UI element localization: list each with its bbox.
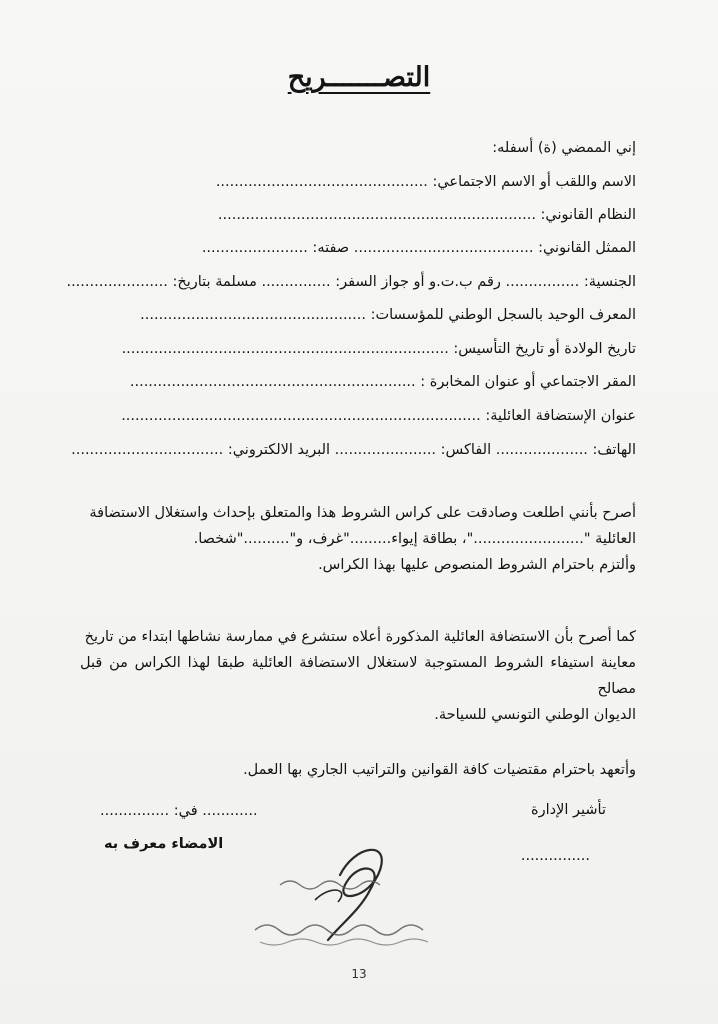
intro-line: إني الممضي (ة) أسفله: [492, 140, 636, 156]
field-head-office: المقر الاجتماعي أو عنوان المخابرة : .............................................................. [129, 374, 636, 390]
field-name: الاسم واللقب أو الاسم الاجتماعي: .............................................. [215, 174, 636, 190]
field-legal-rep: الممثل القانوني: ....................................... صفته: ....................... [201, 240, 636, 256]
admin-visa-label: تأشير الإدارة [531, 802, 606, 818]
field-unique-id: المعرف الوحيد بالسجل الوطني للمؤسسات: ................................................. [140, 307, 636, 323]
page-title: التصـــــــريح [287, 62, 431, 93]
place-date-line: ............ في: ............... [100, 803, 258, 819]
field-nationality: الجنسية: ................ رقم ب.ت.و أو جواز السفر: ............... مسلمة بتاريخ: ...................... [66, 274, 636, 290]
paragraph-line: كما أصرح بأن الاستضافة العائلية المذكورة أعلاه ستشرع في ممارسة نشاطها ابتداء من تاريخ [84, 629, 636, 645]
paragraph-line: العائلية "........................"، بطاقة إيواء........."غرف، و".........."شخصا. [193, 531, 636, 547]
paragraph-line: أصرح بأنني اطلعت وصادقت على كراس الشروط هذا والمتعلق بإحداث واستغلال الاستضافة [89, 505, 636, 521]
commitment-line: وأتعهد باحترام مقتضيات كافة القوانين والتراتيب الجاري بها العمل. [243, 762, 636, 778]
handwritten-signature-stamp [220, 830, 440, 970]
admin-visa-dots: ............... [520, 848, 590, 864]
declaration-paragraph-2 [80, 624, 636, 728]
field-lodging-address: عنوان الإستضافة العائلية: .............................................................................. [121, 408, 636, 424]
page-number: 13 [351, 967, 367, 981]
declaration-paragraph-1 [80, 500, 636, 578]
signature-label: الامضاء معرف به [104, 836, 224, 852]
paragraph-line: الديوان الوطني التونسي للسياحة. [434, 707, 636, 723]
field-contact: الهاتف: .................... الفاكس: ...................... البريد الالكتروني: ................................. [71, 442, 636, 458]
paragraph-line: معاينة استيفاء الشروط المستوجبة لاستغلال الاستضافة العائلية طبقا لهذا الكراس من قبل مصالح [80, 655, 636, 697]
paragraph-line: وألتزم باحترام الشروط المنصوص عليها بهذا الكراس. [318, 557, 636, 573]
field-birth-date: تاريخ الولادة أو تاريخ التأسيس: ....................................................................... [121, 341, 636, 357]
field-legal-status: النظام القانوني: ..................................................................... [217, 207, 636, 223]
